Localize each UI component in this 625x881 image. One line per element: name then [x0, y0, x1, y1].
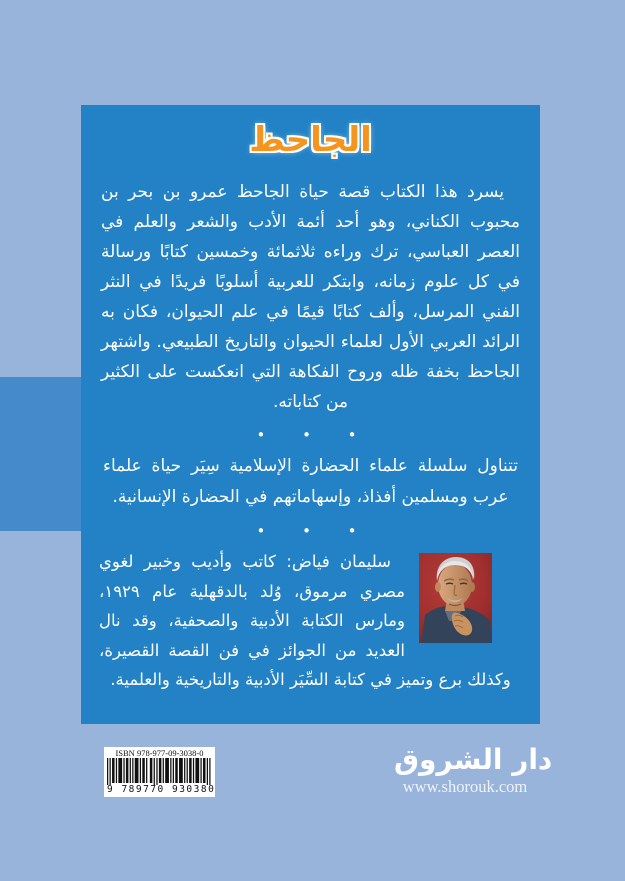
isbn-barcode — [104, 747, 215, 797]
separator-dots: • • • — [256, 426, 373, 444]
publisher-name: دار الشروق — [394, 743, 553, 776]
barcode-digits: 9 789770 930380 — [107, 784, 216, 795]
back-cover-panel — [81, 105, 540, 724]
spine-band — [0, 377, 81, 531]
barcode-bars — [107, 758, 212, 785]
publisher-logo-block — [390, 743, 553, 797]
publisher-logo — [390, 743, 553, 776]
book-title: الجاحظ — [249, 120, 372, 160]
author-bio-text: سليمان فياض: كاتب وأديب وخبير لغوي مصري مرموق، وُلد بالدقهلية عام ١٩٢٩، ومارس الكتابة الأدبية والصحفية، وقد نال العديد من الجوائز في فن القصة القصيرة، وكذلك برع وتميز في كتابة السِّيَر الأدبية والتاريخية والعلمية. — [99, 552, 511, 689]
author-portrait-image — [419, 553, 492, 643]
series-note-paragraph: تتناول سلسلة علماء الحضارة الإسلامية سِيَر حياة علماء عرب ومسلمين أفذاذ، وإسهاماتهم في الحضارة الإنسانية. — [103, 456, 518, 507]
publisher-website: www.shorouk.com — [402, 777, 528, 796]
author-bio-section — [99, 547, 522, 695]
synopsis-paragraph: يسرد هذا الكتاب قصة حياة الجاحظ عمرو بن بحر بن محبوب الكناني، وهو أحد أئمة الأدب والشعر والعلم في العصر العباسي، ترك وراءه ثلاثمائة وخمسين كتابًا ورسالة في كل علوم زمانه، وابتكر للعربية أسلوبًا فريدًا في النثر الفني المرسل، وألف كتابًا قيمًا في علم الحيوان، فكان به الرائد العربي الأول لعلماء الحيوان والتاريخ الطبيعي. واشتهر الجاحظ بخفة ظله وروح الفكاهة التي انعكست على الكثير من كتاباته. — [101, 182, 520, 412]
separator-dots: • • • — [256, 522, 373, 540]
isbn-label: ISBN 978-977-09-3038-0 — [115, 748, 204, 758]
